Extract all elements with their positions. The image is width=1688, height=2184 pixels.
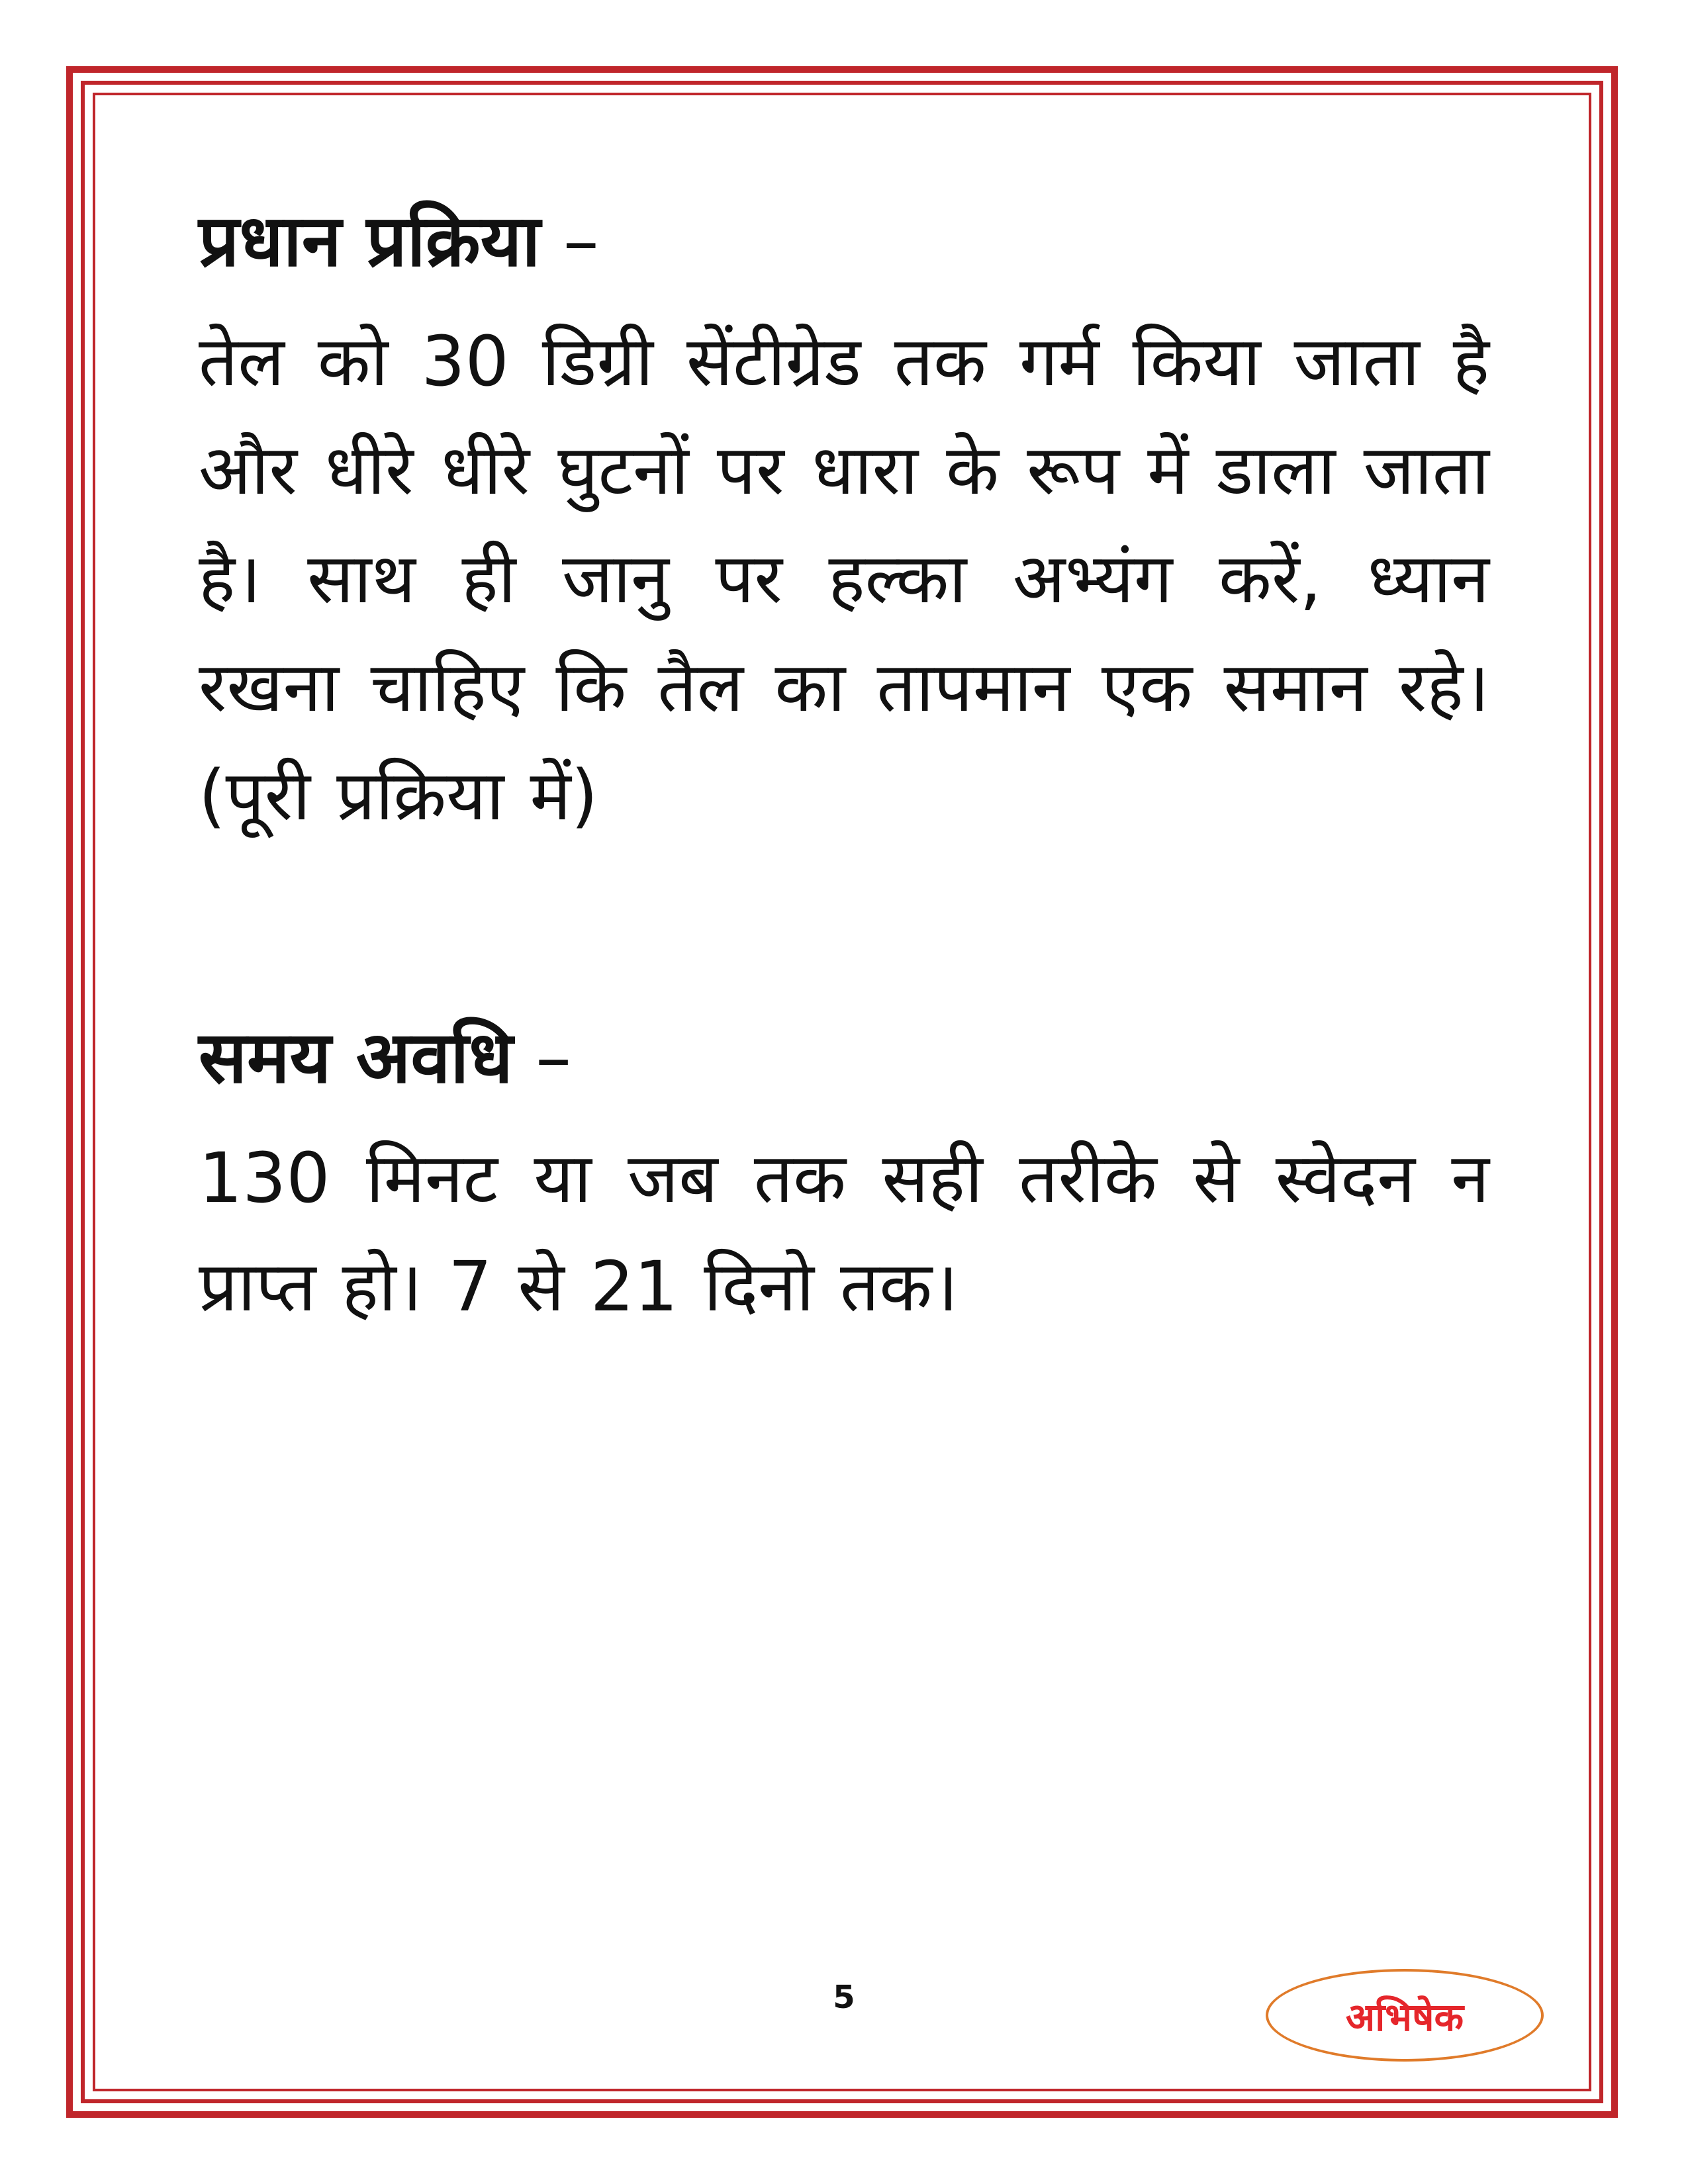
heading-text: समय अवधि bbox=[199, 1017, 513, 1099]
section-heading bbox=[199, 1009, 1489, 1108]
author-name: अभिषेक bbox=[1345, 1994, 1464, 2040]
heading-dash: – bbox=[540, 200, 599, 283]
author-oval-badge bbox=[1266, 1969, 1544, 2062]
section-body: 130 मिनट या जब तक सही तरीके से स्वेदन न प्राप्त हो। 7 से 21 दिनो तक। bbox=[199, 1138, 1489, 1327]
section-duration bbox=[199, 1009, 1489, 1341]
page-content bbox=[199, 192, 1489, 1341]
heading-text: प्रधान प्रक्रिया bbox=[199, 200, 541, 283]
section-body: तेल को 30 डिग्री सेंटीग्रेड तक गर्म किया जाता है और धीरे धीरे घुटनों पर धारा के रूप में डाला जाता है। साथ ही जानु पर हल्का अभ्यंग करें, ध्यान रखना चाहिए कि तैल का तापमान एक समान रहे। (पूरी प्रक्रिया में) bbox=[199, 321, 1489, 836]
section-heading bbox=[199, 192, 1489, 291]
section-main-procedure bbox=[199, 192, 1489, 850]
page-number: 5 bbox=[833, 1979, 855, 2016]
heading-dash: – bbox=[512, 1017, 572, 1099]
